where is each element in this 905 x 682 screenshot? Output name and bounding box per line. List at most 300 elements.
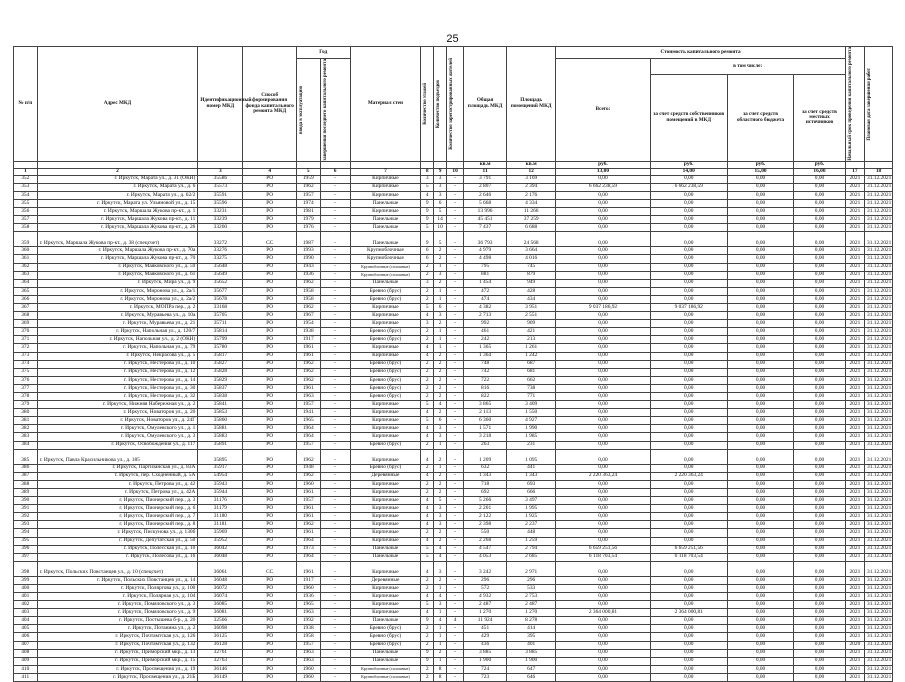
row-wall: Крупноблочные (сплошные)	[350, 665, 421, 673]
row-wall: Кирпичные	[350, 208, 421, 216]
row-total-area: 3 242	[464, 561, 507, 576]
row-cost-total: 0,00	[556, 601, 650, 609]
row-cost-total: 0,00	[556, 255, 650, 263]
column-number: 7	[350, 168, 421, 175]
row-number: 395	[14, 537, 38, 545]
row-premises-area: 296	[507, 576, 556, 584]
row-floors: 4	[421, 191, 434, 199]
row-method: РО	[243, 312, 297, 320]
row-cost-total: 0,00	[556, 191, 650, 199]
row-residents: -	[447, 673, 464, 681]
row-number: 356	[14, 208, 38, 216]
row-wall: Бревно (брус)	[350, 328, 421, 336]
row-method: РО	[243, 609, 297, 617]
row-cost-total: 0,00	[556, 409, 650, 417]
row-total-area: 2 398	[464, 521, 507, 529]
table-row	[14, 601, 893, 609]
row-entrances: 2	[434, 529, 447, 537]
row-entrances: 1	[434, 328, 447, 336]
row-address: г. Иркутск, Маяковского ул., д. 61	[37, 271, 198, 279]
row-wall: Бревно (брус)	[350, 376, 421, 384]
row-year-commission: 1993	[296, 247, 320, 255]
row-cost-owners: 0,00	[650, 376, 727, 384]
row-year-commission: 1962	[296, 521, 320, 529]
table-row	[14, 480, 893, 488]
row-address: г. Иркутск, Нестерова ул., д. 32	[37, 393, 198, 401]
row-planned-end: 31.12.2021	[865, 352, 893, 360]
row-entrances: 2	[434, 368, 447, 376]
row-cost-region: 0,00	[727, 601, 793, 609]
table-row	[14, 216, 893, 224]
row-planned-start: 2021	[845, 505, 864, 513]
row-cost-local: 0,00	[794, 480, 845, 488]
row-floors: 2	[421, 287, 434, 295]
row-residents: -	[447, 344, 464, 352]
unit-cost-owners: руб.	[650, 161, 727, 168]
row-cost-total: 0,00	[556, 657, 650, 665]
row-cost-region: 0,00	[727, 673, 793, 681]
row-planned-start: 2021	[845, 199, 864, 207]
row-number: 355	[14, 199, 38, 207]
row-id: 33272	[198, 232, 243, 247]
row-number: 368	[14, 312, 38, 320]
row-cost-local: 0,00	[794, 529, 845, 537]
row-planned-end: 31.12.2021	[865, 328, 893, 336]
row-address: г. Иркутск, Маршала Жукова пр-кт., д. 38 (спецсчет)	[37, 232, 198, 247]
row-residents: -	[447, 216, 464, 224]
row-number: 367	[14, 303, 38, 311]
row-planned-end: 31.12.2021	[865, 576, 893, 584]
row-id: 36072	[198, 584, 243, 592]
row-year-commission: 1954	[296, 320, 320, 328]
row-planned-end: 31.12.2021	[865, 320, 893, 328]
row-wall: Кирпичные	[350, 183, 421, 191]
column-number: 2	[37, 168, 198, 175]
row-number: 385	[14, 449, 38, 464]
row-method: РО	[243, 617, 297, 625]
row-cost-local: 0,00	[794, 584, 845, 592]
row-premises-area: 738	[507, 384, 556, 392]
row-wall: Бревно (брус)	[350, 368, 421, 376]
row-year-last-repair: -	[320, 609, 350, 617]
row-method: РО	[243, 425, 297, 433]
row-cost-owners: 0,00	[650, 617, 727, 625]
row-premises-area: 1 242	[507, 352, 556, 360]
row-number: 381	[14, 417, 38, 425]
row-year-commission: 1961	[296, 513, 320, 521]
row-cost-region: 0,00	[727, 360, 793, 368]
row-planned-start: 2021	[845, 425, 864, 433]
row-wall: Крупноблочные (сплошные)	[350, 673, 421, 681]
row-planned-start: 2021	[845, 561, 864, 576]
row-number: 392	[14, 513, 38, 521]
row-total-area: 795	[464, 263, 507, 271]
table-row	[14, 609, 893, 617]
table-row	[14, 384, 893, 392]
row-planned-end: 31.12.2021	[865, 303, 893, 311]
row-address: г. Иркутск, Нижняя Набережная ул., д. 2	[37, 401, 198, 409]
row-total-area: 1 900	[464, 657, 507, 665]
row-entrances: 1	[434, 609, 447, 617]
row-id: 35944	[198, 488, 243, 496]
row-method: РО	[243, 601, 297, 609]
row-floors: 4	[421, 433, 434, 441]
column-number: 15,00	[727, 168, 793, 175]
row-year-commission: 1961	[296, 505, 320, 513]
row-cost-region: 0,00	[727, 617, 793, 625]
row-number: 390	[14, 497, 38, 505]
row-number: 384	[14, 441, 38, 449]
row-cost-owners: 6 662 238,59	[650, 183, 727, 191]
row-entrances: 2	[434, 247, 447, 255]
column-number: 6	[320, 168, 350, 175]
row-premises-area: 2 394	[507, 183, 556, 191]
row-total-area: 6 360	[464, 417, 507, 425]
row-year-commission: 1981	[296, 208, 320, 216]
row-wall: Кирпичные	[350, 584, 421, 592]
row-entrances: 3	[434, 433, 447, 441]
row-wall: Деревянные	[350, 472, 421, 480]
row-entrances: 3	[434, 521, 447, 529]
row-cost-total: 0,00	[556, 433, 650, 441]
row-total-area: 5 266	[464, 497, 507, 505]
row-premises-area: 879	[507, 271, 556, 279]
row-total-area: 724	[464, 665, 507, 673]
row-cost-total: 2 364 000,81	[556, 609, 650, 617]
row-year-last-repair: -	[320, 592, 350, 600]
table-row	[14, 665, 893, 673]
row-planned-start: 2021	[845, 657, 864, 665]
row-year-last-repair: -	[320, 601, 350, 609]
row-year-commission: 1957	[296, 191, 320, 199]
row-id: 32566	[198, 617, 243, 625]
row-cost-region: 0,00	[727, 529, 793, 537]
row-total-area: 4 979	[464, 247, 507, 255]
row-wall: Бревно (брус)	[350, 464, 421, 472]
row-address: г. Иркутск, Полесова ул., д. 16	[37, 553, 198, 561]
header-premises-area: Площадь помещений МКД	[507, 47, 556, 162]
row-residents: -	[447, 433, 464, 441]
row-cost-owners: 0,00	[650, 673, 727, 681]
row-residents: -	[447, 417, 464, 425]
row-id: 36074	[198, 592, 243, 600]
row-year-last-repair: -	[320, 352, 350, 360]
row-residents: -	[447, 393, 464, 401]
row-wall: Кирпичные	[350, 401, 421, 409]
row-entrances: 8	[434, 673, 447, 681]
row-year-last-repair: -	[320, 263, 350, 271]
row-year-last-repair: -	[320, 216, 350, 224]
row-premises-area: 1 985	[507, 433, 556, 441]
row-cost-region: 0,00	[727, 665, 793, 673]
row-floors: 4	[421, 521, 434, 529]
row-cost-region: 0,00	[727, 376, 793, 384]
row-address: г. Иркутск, Маяковского ул., д. 59	[37, 263, 198, 271]
row-year-commission: 1943	[296, 263, 320, 271]
row-wall: Бревно (брус)	[350, 287, 421, 295]
row-id: 35853	[198, 409, 243, 417]
row-cost-total: 0,00	[556, 449, 650, 464]
row-cost-local: 0,00	[794, 409, 845, 417]
row-total-area: 4 053	[464, 553, 507, 561]
row-id: 31181	[198, 521, 243, 529]
row-year-last-repair: -	[320, 232, 350, 247]
row-id: 35891	[198, 441, 243, 449]
row-residents: -	[447, 401, 464, 409]
row-premises-area: 2 685	[507, 553, 556, 561]
row-planned-end: 31.12.2021	[865, 417, 893, 425]
row-address: г. Иркутск, Мира ул., д. 9	[37, 279, 198, 287]
row-floors: 4	[421, 609, 434, 617]
row-cost-total: 0,00	[556, 271, 650, 279]
row-planned-start: 2021	[845, 183, 864, 191]
row-number: 411	[14, 673, 38, 681]
row-year-last-repair: -	[320, 425, 350, 433]
row-address: г. Иркутск, Пионерский пер., д. 7	[37, 513, 198, 521]
row-cost-total: 6 662 238,59	[556, 183, 650, 191]
row-premises-area: 1 095	[507, 449, 556, 464]
row-wall: Кирпичные	[350, 312, 421, 320]
row-planned-start: 2021	[845, 449, 864, 464]
row-year-commission: 1941	[296, 409, 320, 417]
row-premises-area: 434	[507, 295, 556, 303]
table-row	[14, 175, 893, 183]
row-cost-total: 0,00	[556, 480, 650, 488]
row-wall: Кирпичные	[350, 449, 421, 464]
row-year-last-repair: -	[320, 480, 350, 488]
row-residents: -	[447, 488, 464, 496]
column-number: 10	[447, 168, 464, 175]
row-cost-owners: 6 659 251,56	[650, 545, 727, 553]
row-cost-owners: 0,00	[650, 584, 727, 592]
row-planned-end: 31.12.2021	[865, 665, 893, 673]
row-premises-area: 213	[507, 336, 556, 344]
row-entrances: 3	[434, 561, 447, 576]
row-cost-region: 0,00	[727, 175, 793, 183]
row-planned-end: 31.12.2021	[865, 657, 893, 665]
row-residents: -	[447, 497, 464, 505]
row-cost-region: 0,00	[727, 609, 793, 617]
row-year-last-repair: -	[320, 521, 350, 529]
row-planned-start: 2021	[845, 320, 864, 328]
row-year-last-repair: -	[320, 409, 350, 417]
row-floors: 9	[421, 657, 434, 665]
row-total-area: 472	[464, 287, 507, 295]
row-planned-start: 2021	[845, 521, 864, 529]
row-premises-area: 2 971	[507, 561, 556, 576]
row-number: 394	[14, 529, 38, 537]
row-cost-region: 0,00	[727, 352, 793, 360]
row-cost-owners: 0,00	[650, 537, 727, 545]
table-row	[14, 199, 893, 207]
row-premises-area: 647	[507, 665, 556, 673]
row-cost-owners: 0,00	[650, 561, 727, 576]
row-method: РО	[243, 216, 297, 224]
row-cost-local: 0,00	[794, 352, 845, 360]
row-total-area: 3 885	[464, 649, 507, 657]
row-cost-owners: 0,00	[650, 232, 727, 247]
row-cost-local: 0,00	[794, 183, 845, 191]
table-row	[14, 320, 893, 328]
row-id: 35969	[198, 529, 243, 537]
row-year-commission: 1961	[296, 488, 320, 496]
row-planned-end: 31.12.2021	[865, 312, 893, 320]
row-cost-local: 0,00	[794, 303, 845, 311]
row-cost-local: 0,00	[794, 232, 845, 247]
table-row	[14, 584, 893, 592]
row-number: 370	[14, 328, 38, 336]
row-cost-region: 0,00	[727, 224, 793, 232]
row-method: РО	[243, 303, 297, 311]
row-cost-owners: 6 118 703,54	[650, 553, 727, 561]
row-cost-owners: 0,00	[650, 360, 727, 368]
row-planned-start: 2021	[845, 576, 864, 584]
row-cost-owners: 0,00	[650, 417, 727, 425]
row-premises-area: 1 990	[507, 425, 556, 433]
row-number: 354	[14, 191, 38, 199]
row-method: РО	[243, 497, 297, 505]
row-year-last-repair: -	[320, 279, 350, 287]
row-planned-start: 2021	[845, 601, 864, 609]
row-address: г. Иркутск, Павла Красильникова ул., д. 185	[37, 449, 198, 464]
row-total-area: 742	[464, 368, 507, 376]
row-total-area: 296	[464, 576, 507, 584]
row-entrances: 3	[434, 505, 447, 513]
row-id: 32763	[198, 657, 243, 665]
row-cost-local: 0,00	[794, 609, 845, 617]
row-cost-region: 0,00	[727, 553, 793, 561]
row-cost-total: 0,00	[556, 360, 650, 368]
row-residents: -	[447, 561, 464, 576]
row-premises-area: 2 551	[507, 312, 556, 320]
row-wall: Кирпичные	[350, 521, 421, 529]
row-cost-owners: 0,00	[650, 480, 727, 488]
row-cost-region: 0,00	[727, 271, 793, 279]
row-method: РО	[243, 505, 297, 513]
row-cost-region: 0,00	[727, 592, 793, 600]
row-year-commission: 1957	[296, 401, 320, 409]
row-method: РО	[243, 208, 297, 216]
row-planned-end: 31.12.2021	[865, 263, 893, 271]
row-cost-region: 0,00	[727, 561, 793, 576]
row-year-commission: 1917	[296, 576, 320, 584]
row-method: РО	[243, 576, 297, 584]
row-year-commission: 1957	[296, 641, 320, 649]
row-planned-start: 2021	[845, 553, 864, 561]
row-premises-area: 4 016	[507, 255, 556, 263]
row-planned-start: 2021	[845, 312, 864, 320]
row-cost-owners: 0,00	[650, 247, 727, 255]
row-floors: 3	[421, 320, 434, 328]
row-wall: Кирпичные	[350, 609, 421, 617]
row-floors: 5	[421, 303, 434, 311]
row-cost-owners: 0,00	[650, 352, 727, 360]
row-residents: -	[447, 641, 464, 649]
row-planned-end: 31.12.2021	[865, 464, 893, 472]
row-cost-region: 0,00	[727, 393, 793, 401]
row-cost-region: 0,00	[727, 657, 793, 665]
row-year-last-repair: -	[320, 417, 350, 425]
row-total-area: 1 365	[464, 344, 507, 352]
row-address: г. Иркутск, пер. Сходненный, д. 5А	[37, 472, 198, 480]
row-floors: 5	[421, 417, 434, 425]
row-cost-region: 0,00	[727, 344, 793, 352]
row-floors: 2	[421, 665, 434, 673]
row-cost-local: 0,00	[794, 537, 845, 545]
column-number: 4	[243, 168, 297, 175]
row-year-commission: 1960	[296, 665, 320, 673]
row-residents: -	[447, 537, 464, 545]
row-premises-area: 428	[507, 287, 556, 295]
row-id: 35814	[198, 328, 243, 336]
row-floors: 2	[421, 625, 434, 633]
row-cost-total: 0,00	[556, 336, 650, 344]
row-id: 36048	[198, 553, 243, 561]
row-entrances: 5	[434, 497, 447, 505]
row-method: РО	[243, 393, 297, 401]
row-premises-area: 1 261	[507, 344, 556, 352]
row-residents: -	[447, 576, 464, 584]
row-floors: 2	[421, 464, 434, 472]
row-method: РО	[243, 553, 297, 561]
row-number: 398	[14, 561, 38, 576]
row-planned-start: 2021	[845, 649, 864, 657]
row-cost-region: 0,00	[727, 208, 793, 216]
row-total-area: 3 791	[464, 175, 507, 183]
row-address: г. Иркутск, Приморский мкр., д. 13	[37, 649, 198, 657]
row-year-commission: 1963	[296, 657, 320, 665]
row-planned-end: 31.12.2021	[865, 287, 893, 295]
row-method: РО	[243, 271, 297, 279]
row-entrances: 3	[434, 183, 447, 191]
row-year-commission: 1976	[296, 224, 320, 232]
row-wall: Кирпичные	[350, 529, 421, 537]
row-year-last-repair: -	[320, 384, 350, 392]
row-cost-owners: 0,00	[650, 271, 727, 279]
row-cost-local: 0,00	[794, 545, 845, 553]
header-cost-group: Стоимость капитального ремонта	[556, 47, 845, 59]
row-cost-local: 0,00	[794, 441, 845, 449]
row-cost-local: 0,00	[794, 336, 845, 344]
row-wall: Кирпичные	[350, 409, 421, 417]
table-row	[14, 625, 893, 633]
row-residents: -	[447, 224, 464, 232]
row-planned-end: 31.12.2021	[865, 175, 893, 183]
row-cost-region: 0,00	[727, 497, 793, 505]
row-method: РО	[243, 641, 297, 649]
row-cost-total: 0,00	[556, 584, 650, 592]
row-planned-start: 2021	[845, 592, 864, 600]
row-premises-area: 231	[507, 441, 556, 449]
row-cost-owners: 0,00	[650, 255, 727, 263]
row-cost-total: 0,00	[556, 488, 650, 496]
row-planned-end: 31.12.2021	[865, 295, 893, 303]
row-residents: -	[447, 545, 464, 553]
row-premises-area: 771	[507, 393, 556, 401]
row-method: РО	[243, 625, 297, 633]
row-residents: -	[447, 521, 464, 529]
table-row	[14, 191, 893, 199]
row-method: РО	[243, 480, 297, 488]
row-total-area: 13 996	[464, 208, 507, 216]
row-total-area: 816	[464, 384, 507, 392]
row-premises-area: 401	[507, 641, 556, 649]
row-cost-owners: 0,00	[650, 175, 727, 183]
row-cost-local: 0,00	[794, 665, 845, 673]
row-floors: 4	[421, 497, 434, 505]
row-planned-start: 2021	[845, 303, 864, 311]
row-floors: 6	[421, 255, 434, 263]
